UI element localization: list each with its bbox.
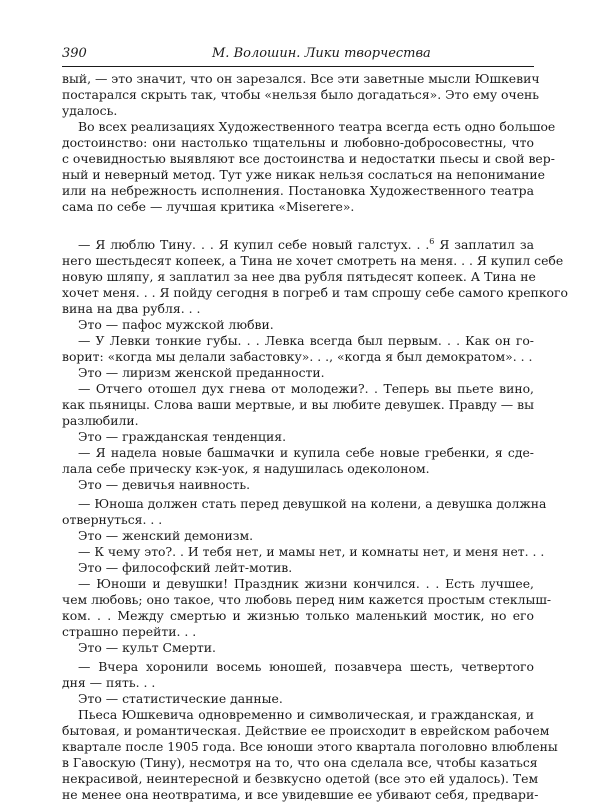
text-line: новую шляпу, я заплатил за нее два рубля пятьдесят копеек. А Тина не xyxy=(62,269,536,284)
quote-line: — Юноша должен стать перед девушкой на колени, а девушка должна xyxy=(78,496,547,511)
commentary-line: Это — девичья наивность. xyxy=(78,477,251,492)
text-line: Во всех реализациях Художественного театра всегда есть одно большое xyxy=(78,119,556,134)
commentary-line: Это — лиризм женской преданности. xyxy=(78,365,325,380)
running-title: М. Волошин. Лики творчества xyxy=(212,46,431,61)
text-line: сама по себе — лучшая критика «Miserere». xyxy=(62,199,355,214)
quote-line: лала себе прическу кэк-уок, я надушилась одеколоном. xyxy=(62,461,430,476)
quote-line: страшно перейти. . . xyxy=(62,624,197,639)
text-line: с очевидностью выявляют все достоинства и недостатки пьесы и свой вер- xyxy=(62,151,555,166)
page-body xyxy=(62,71,568,803)
text-line: достоинство: они настолько тщательны и любовно-добросовестны, что xyxy=(62,135,534,150)
text-line: некрасивой, неинтересной и безвкусно одетой (все это ей удалось). Тем xyxy=(62,771,539,786)
quote-line: как пьяницы. Слова ваши мертвые, и вы любите девушек. Правду — вы xyxy=(62,397,534,412)
quote-line: — У Левки тонкие губы. . . Левка всегда был первым. . . Как он го- xyxy=(78,333,534,348)
text-line: Пьеса Юшкевича одновременно и символическая, и гражданская, и xyxy=(78,707,534,722)
text-line: удалось. xyxy=(62,103,118,118)
commentary-line: Это — культ Смерти. xyxy=(78,640,216,655)
commentary-line: Это — философский лейт-мотив. xyxy=(78,560,293,575)
quote-line: дня — пять. . . xyxy=(62,675,156,690)
running-header xyxy=(62,44,534,64)
quote-text: Я заплатил за xyxy=(434,237,534,252)
text-line: не менее она неотвратима, и все увидевшие ее убивают себя, предвари- xyxy=(62,787,539,802)
quote-line: — К чему это?. . И тебя нет, и мамы нет, и комнаты нет, и меня нет. . . xyxy=(78,544,545,559)
quote-line: — Я надела новые башмачки и купила себе новые гребенки, я сде- xyxy=(78,445,534,460)
quote-first-line xyxy=(62,237,534,253)
quote-line: отвернуться. . . xyxy=(62,512,163,527)
footnote-reference: 6 xyxy=(429,236,435,246)
commentary-line: Это — статистические данные. xyxy=(78,691,283,706)
text-line: вина на два рубля. . . xyxy=(62,301,201,316)
quote-line: — Вчера хоронили восемь юношей, позавчера шесть, четвертого xyxy=(78,659,534,674)
quote-line: — Отчего отошел дух гнева от молодежи?. . Теперь вы пьете вино, xyxy=(78,381,534,396)
section-gap xyxy=(62,215,534,237)
quote-line: ворит: «когда мы делали забастовку». . ., «когда я был демократом». . . xyxy=(62,349,533,364)
page-number: 390 xyxy=(62,46,87,61)
quote-line: ком. . . Между смертью и жизнью только маленький мостик, но его xyxy=(62,608,534,623)
text-line: хочет меня. . . Я пойду сегодня в погреб и там спрошу себе самого крепкого xyxy=(62,285,568,300)
text-line: ный и неверный метод. Тут уже никак нельзя сослаться на непонимание xyxy=(62,167,545,182)
text-line: него шестьдесят копеек, а Тина не хочет смотреть на меня. . . Я купил себе xyxy=(62,253,564,268)
quote-text: — Я люблю Тину. . . Я купил себе новый галстух. . . xyxy=(78,237,430,252)
header-rule xyxy=(62,66,534,67)
text-line: вый, — это значит, что он зарезался. Все эти заветные мысли Юшкевич xyxy=(62,71,540,86)
quote-line: чем любовь; оно такое, что любовь перед ним кажется простым стеклыш- xyxy=(62,592,552,607)
text-line: в Гавоскую (Тину), несмотря на то, что она сделала все, чтобы казаться xyxy=(62,755,538,770)
text-line: бытовая, и романтическая. Действие ее происходит в еврейском рабочем xyxy=(62,723,550,738)
quote-line: — Юноши и девушки! Праздник жизни кончился. . . Есть лучшее, xyxy=(78,576,534,591)
text-line: квартале после 1905 года. Все юноши этого квартала поголовно влюблены xyxy=(62,739,558,754)
text-line: постарался скрыть так, чтобы «нельзя было догадаться». Это ему очень xyxy=(62,87,540,102)
commentary-line: Это — женский демонизм. xyxy=(78,528,254,543)
text-line: или на небрежность исполнения. Постановка Художественного театра xyxy=(62,183,534,198)
commentary-line: Это — гражданская тенденция. xyxy=(78,429,287,444)
quote-line: разлюбили. xyxy=(62,413,139,428)
commentary-line: Это — пафос мужской любви. xyxy=(78,317,274,332)
